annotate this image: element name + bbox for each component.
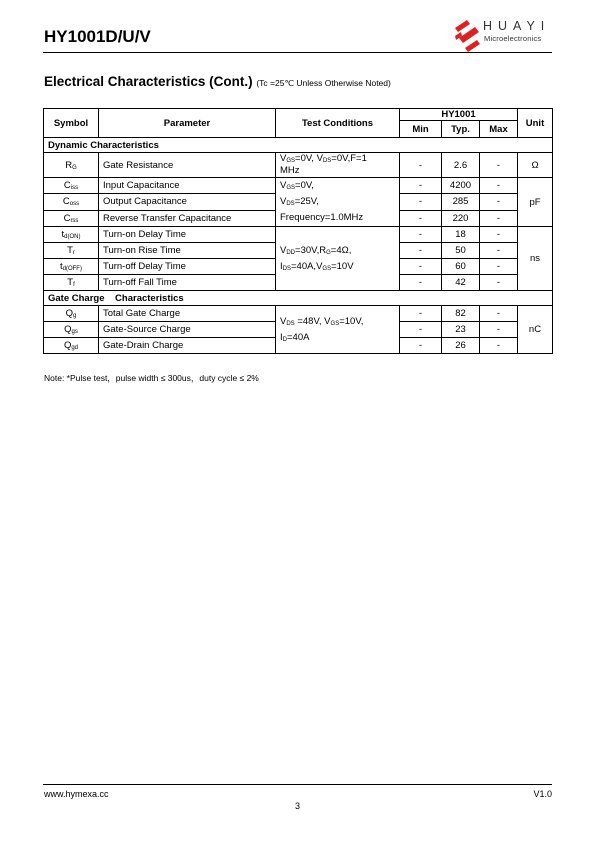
- header-typ: Typ.: [442, 121, 480, 138]
- table-row-typ: 60: [442, 259, 480, 275]
- table-row-symbol: $C_{oss}$: [44, 194, 99, 210]
- unit-pf: pF: [518, 178, 553, 227]
- table-row-symbol: $Q_{gd}$: [44, 338, 99, 354]
- unit-ohm: Ω: [518, 153, 553, 178]
- table-row-max: -: [480, 322, 518, 338]
- group-gate-charge: Gate Charge Characteristics: [44, 291, 553, 306]
- table-row-max: -: [480, 194, 518, 210]
- table-row-parameter: Input Capacitance: [99, 178, 276, 194]
- table-row-typ: 23: [442, 322, 480, 338]
- table-row-max: -: [480, 227, 518, 243]
- table-row-parameter: Gate Resistance: [99, 153, 276, 178]
- table-row-max: -: [480, 338, 518, 354]
- table-row-max: -: [480, 275, 518, 291]
- group-dynamic: Dynamic Characteristics: [44, 138, 553, 153]
- unit-nc: nC: [518, 306, 553, 354]
- table-row-min: -: [400, 210, 442, 226]
- table-row-symbol: $C_{iss}$: [44, 178, 99, 194]
- table-row-symbol: $t_{d(ON)}$: [44, 227, 99, 243]
- table-row-typ: 4200: [442, 178, 480, 194]
- electrical-characteristics-table: [43, 108, 553, 354]
- table-row-symbol: $Q_g$: [44, 306, 99, 322]
- table-row-typ: 18: [442, 227, 480, 243]
- table-row-parameter: Turn-on Delay Time: [99, 227, 276, 243]
- table-row-parameter: Gate-Source Charge: [99, 322, 276, 338]
- table-row-max: -: [480, 153, 518, 178]
- table-row-min: -: [400, 306, 442, 322]
- table-row-min: -: [400, 275, 442, 291]
- section-condition: (Tc =25℃ Unless Otherwise Noted): [256, 78, 391, 88]
- table-row-typ: 50: [442, 243, 480, 259]
- header-unit: Unit: [518, 109, 553, 138]
- unit-ns: ns: [518, 227, 553, 291]
- footer-website: www.hymexa.cc: [44, 789, 109, 799]
- table-row-typ: 220: [442, 210, 480, 226]
- header-divider: [43, 52, 552, 53]
- table-row-max: -: [480, 259, 518, 275]
- table-row-min: -: [400, 243, 442, 259]
- page-number: 3: [294, 801, 300, 811]
- table-row-symbol: $C_{rss}$: [44, 210, 99, 226]
- header-parameter: Parameter: [99, 109, 276, 138]
- section-heading: [44, 74, 391, 89]
- table-row-parameter: Total Gate Charge: [99, 306, 276, 322]
- footnote: Note: *Pulse test，pulse width ≤ 300us，duty cycle ≤ 2%: [44, 373, 259, 383]
- table-row-min: -: [400, 259, 442, 275]
- header-symbol: Symbol: [44, 109, 99, 138]
- test-condition-capacitance: $V_{GS}=0V$, $V_{DS}=25V$, Frequency=1.0MHz: [276, 178, 400, 227]
- logo-mark-icon: [453, 18, 483, 52]
- table-row-parameter: Output Capacitance: [99, 194, 276, 210]
- header-min: Min: [400, 121, 442, 138]
- document-title: HY1001D/U/V: [44, 27, 151, 46]
- table-row-symbol: $R_G$: [44, 153, 99, 178]
- table-row-min: -: [400, 338, 442, 354]
- table-row-min: -: [400, 153, 442, 178]
- table-row-max: -: [480, 210, 518, 226]
- huayi-logo: [453, 18, 563, 54]
- table-row-max: -: [480, 178, 518, 194]
- logo-subtitle: Microelectronics: [484, 34, 542, 43]
- table-row-min: -: [400, 227, 442, 243]
- table-row-symbol: $t_{d(OFF)}$: [44, 259, 99, 275]
- table-row-min: -: [400, 178, 442, 194]
- table-row-parameter: Gate-Drain Charge: [99, 338, 276, 354]
- table-row-typ: 26: [442, 338, 480, 354]
- test-condition-switching: $V_{DD}=30V,R_G=4\Omega$, $I_{DS}=40A,V_{GS}=10V$: [276, 227, 400, 291]
- footer-divider: [43, 784, 552, 785]
- table-row-symbol: $T_f$: [44, 275, 99, 291]
- table-row-typ: 42: [442, 275, 480, 291]
- table-row-symbol: $T_r$: [44, 243, 99, 259]
- table-row-typ: 2.6: [442, 153, 480, 178]
- footer-version: V1.0: [533, 789, 552, 799]
- table-row-typ: 285: [442, 194, 480, 210]
- header-part: HY1001: [400, 109, 518, 121]
- table-row-max: -: [480, 306, 518, 322]
- table-row-parameter: Turn-off Fall Time: [99, 275, 276, 291]
- table-row-typ: 82: [442, 306, 480, 322]
- test-condition-gate-charge: $V_{DS} =48V$, $V_{GS}=10V$, $I_D=40A$: [276, 306, 400, 354]
- section-title: Electrical Characteristics (Cont.): [44, 74, 253, 89]
- test-condition-rg: $V_{GS}=0V$, $V_{DS}=0V,F=1$ MHz: [276, 153, 400, 178]
- table-row-parameter: Reverse Transfer Capacitance: [99, 210, 276, 226]
- logo-brand-text: HUAYI: [483, 19, 551, 33]
- table-row-parameter: Turn-on Rise Time: [99, 243, 276, 259]
- table-row-min: -: [400, 322, 442, 338]
- table-row-symbol: $Q_{gs}$: [44, 322, 99, 338]
- header-max: Max: [480, 121, 518, 138]
- table-row-parameter: Turn-off Delay Time: [99, 259, 276, 275]
- table-row-max: -: [480, 243, 518, 259]
- header-test-conditions: Test Conditions: [276, 109, 400, 138]
- table-row-min: -: [400, 194, 442, 210]
